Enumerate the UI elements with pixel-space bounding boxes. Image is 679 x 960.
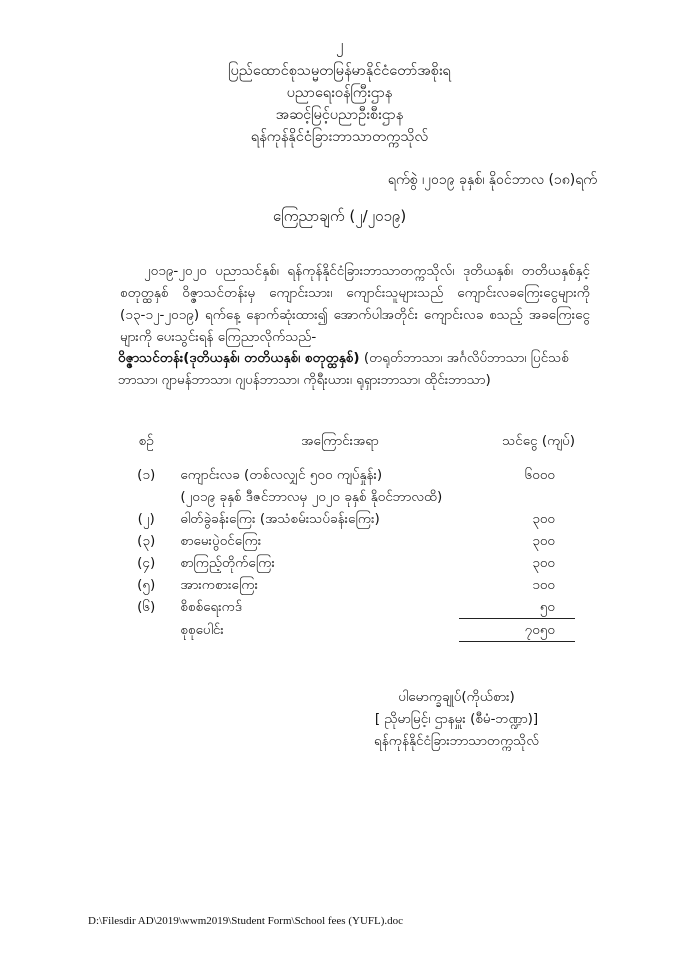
row-amount: ၃၀၀ [532, 555, 555, 571]
row-item: အားကစားကြေး [180, 577, 259, 593]
row-item: ဓါတ်ခွဲခန်းကြေး (အသံစမ်းသပ်ခန်းကြေး) [180, 511, 380, 527]
row-item-line2: (၂၀၁၉ ခုနှစ် ဒီဇင်ဘာလမှ ၂၀၂၀ ခုနှစ် နိုဝင်ဘာလထိ) [180, 489, 443, 505]
table-row [120, 552, 575, 574]
page-number: ၂ [335, 36, 344, 54]
row-no: (၂) [137, 511, 155, 527]
row-item: စိစစ်ရေးကဒ် [180, 599, 242, 615]
header-no: စဉ် [138, 433, 154, 449]
table-row [120, 574, 575, 596]
table-row [120, 464, 575, 508]
signature-name: [ ညိုမာမြင့်၊ ဌာနမှူး (စီမံ-ဘဏ္ဍာ)] [374, 711, 539, 727]
letterhead-university: ရန်ကုန်နိုင်ငံခြားဘာသာတက္ကသိုလ် [250, 129, 429, 145]
scope-bold: ဝိဇ္ဇာသင်တန်း(ဒုတိယနှစ်၊ တတိယနှစ်၊ စတုတ္ထနှစ်) [118, 350, 360, 366]
row-amount: ၃၀၀ [532, 533, 555, 549]
row-no: (၄) [137, 555, 156, 571]
table-row [120, 508, 575, 530]
table-row [120, 596, 575, 619]
letterhead-government: ပြည်ထောင်စုသမ္မတမြန်မာနိုင်ငံတော်အစိုးရ [228, 63, 451, 79]
total-row [120, 619, 575, 642]
table-header-row [120, 430, 575, 464]
announcement-paragraph [120, 260, 590, 348]
row-no: (၁) [137, 467, 156, 483]
row-amount: ၃၀၀ [532, 511, 555, 527]
date-line: ရက်စွဲ ၊၂၀၁၉ ခုနှစ်၊ နိုဝင်ဘာလ (၁၈)ရက် [387, 172, 597, 188]
row-item: စာကြည့်တိုက်ကြေး [180, 555, 275, 571]
fees-table [120, 430, 575, 642]
row-no: (၃) [137, 533, 156, 549]
row-no: (၆) [137, 599, 156, 615]
letterhead-ministry: ပညာရေးဝန်ကြီးဌာန [286, 85, 393, 101]
signature-org: ရန်ကုန်နိုင်ငံခြားဘာသာတက္ကသိုလ် [374, 733, 539, 749]
total-amount: ၇၀၅၀ [459, 619, 575, 642]
row-amount: ၅၀ [539, 599, 555, 615]
letterhead [0, 60, 679, 148]
footer-file-path: D:\Filesdir AD\2019\wwm2019\Student Form\School fees (YUFL).doc [88, 915, 404, 927]
table-row [120, 530, 575, 552]
signature-block [374, 686, 539, 752]
row-no: (၅) [137, 577, 156, 593]
header-item: အကြောင်းအရာ [301, 433, 379, 449]
announcement-subject: ကြေညာချက် (၂/၂၀၁၉) [272, 207, 407, 225]
total-label: စုစုပေါင်း [180, 621, 224, 638]
paragraph-text: ၂၀၁၉-၂၀၂၀ ပညာသင်နှစ်၊ ရန်ကုန်နိုင်ငံခြားဘာသာတက္ကသိုလ်၊ ဒုတိယနှစ်၊ တတိယနှစ်နှင့် စတုတ္ထနှစ် ဝိဇ္ဇာသင်တန်းမှ ကျောင်းသား၊ ကျောင်းသူများသည် ကျောင်းလခကြေးငွေများကို (၁၃-၁၂-၂၀၁၉) ရက်နေ့ နောက်ဆုံးထား၍ အောက်ပါအတိုင်း ကျောင်းလခ စသည့် အခကြေးငွေများကို ပေးသွင်းရန် ကြေညာလိုက်သည်- [120, 263, 590, 345]
scope-languages: (တရုတ်ဘာသာ၊ အင်္ဂလိပ်ဘာသာ၊ ပြင်သစ်ဘာသာ၊ ဂျာမန်ဘာသာ၊ ဂျပန်ဘာသာ၊ ကိုရီးယား၊ ရုရှားဘာသာ၊ ထိုင်းဘာသာ) [118, 350, 569, 388]
row-amount: ၆၀၀၀ [524, 467, 555, 483]
header-amount: သင်ငွေ (ကျပ်) [502, 433, 575, 449]
row-item [172, 464, 459, 508]
course-scope [118, 347, 593, 391]
row-item-line1: ကျောင်းလခ (တစ်လလျှင် ၅၀၀ ကျပ်နှုန်း) [180, 467, 383, 483]
row-amount: ၁၀၀ [532, 577, 555, 593]
row-item: စာမေးပွဲဝင်ကြေး [180, 533, 262, 549]
letterhead-department: အဆင့်မြင့်ပညာဦးစီးဌာန [275, 107, 404, 123]
signature-title: ပါမောက္ခချုပ်(ကိုယ်စား) [398, 689, 515, 705]
